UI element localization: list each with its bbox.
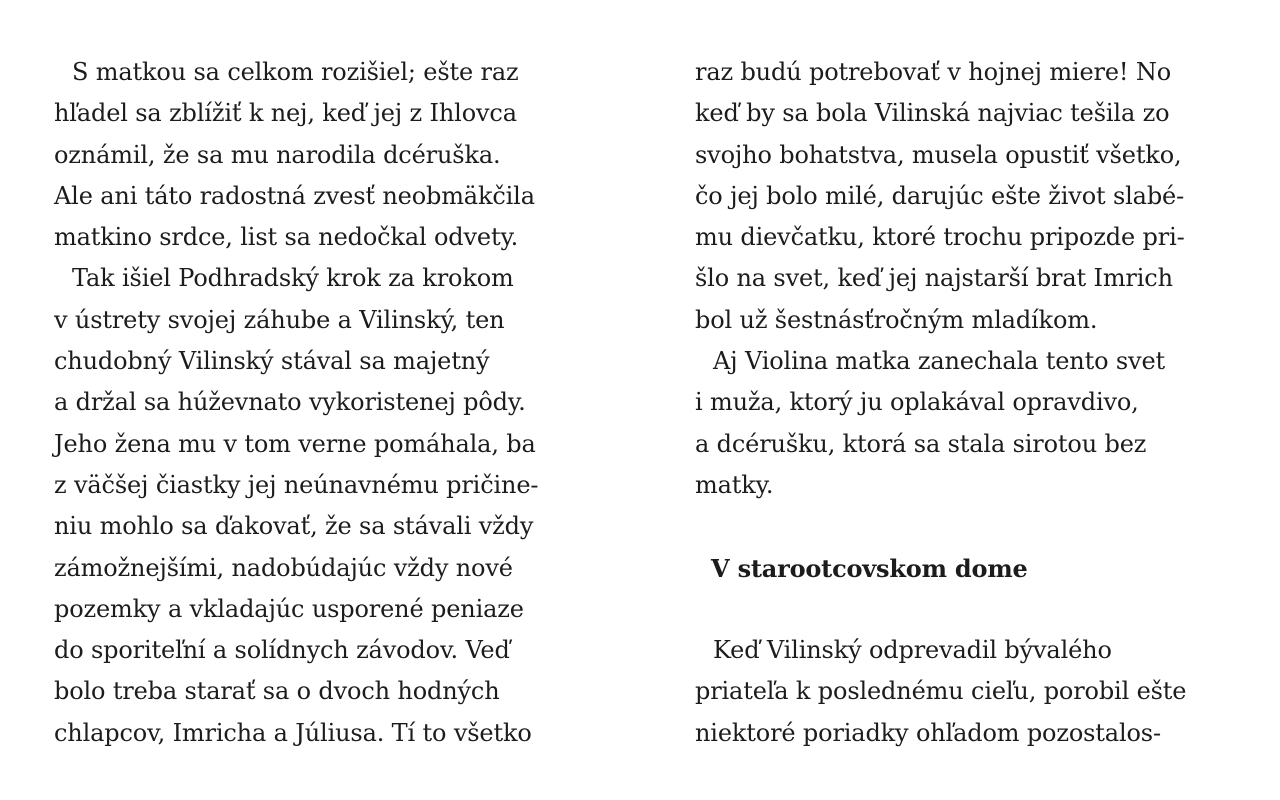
text-line: S matkou sa celkom rozišiel; ešte raz: [72, 58, 519, 86]
right-text-column: [695, 52, 1186, 754]
text-line: Tak išiel Podhradský krok za krokom: [72, 264, 514, 293]
text-line: Jeho žena mu v tom verne pomáhala, ba: [54, 429, 536, 458]
text-line: chudobný Vilinský stával sa majetný: [54, 347, 490, 376]
text-line: keď by sa bola Vilinská najviac tešila zo: [695, 99, 1170, 128]
text-line: matkino srdce, list sa nedočkal odvety.: [54, 223, 519, 252]
text-line: niektoré poriadky ohľadom pozostalos-: [695, 718, 1161, 747]
left-text-column: [54, 52, 538, 754]
text-line: šlo na svet, keď jej najstarší brat Imrich: [695, 264, 1173, 293]
text-line: svojho bohatstva, musela opustiť všetko,: [695, 140, 1182, 169]
text-line: bolo treba starať sa o dvoch hodných: [54, 677, 500, 706]
text-line: raz budú potrebovať v hojnej miere! No: [695, 58, 1172, 86]
text-line: bol už šestnásťročným mladíkom.: [695, 305, 1098, 334]
section-spacer: [695, 589, 1186, 630]
text-line: Keď Vilinský odprevadil bývalého: [713, 636, 1112, 665]
text-line: priateľa k poslednému cieľu, porobil ešte: [695, 677, 1187, 706]
text-line: oznámil, že sa mu narodila dcéruška.: [54, 140, 501, 169]
text-line: mu dievčatku, ktoré trochu pripozde pri-: [695, 223, 1185, 252]
text-line: v ústrety svojej záhube a Vilinský, ten: [54, 305, 505, 334]
text-line: matky.: [695, 470, 774, 499]
text-line: čo jej bolo milé, darujúc ešte život slabé-: [695, 181, 1185, 210]
text-line: i muža, ktorý ju oplakával opravdivo,: [695, 388, 1139, 417]
text-line: do sporiteľní a solídnych závodov. Veď: [54, 636, 510, 665]
text-line: z väčšej čiastky jej neúnavnému pričine-: [54, 470, 539, 499]
text-line: hľadel sa zblížiť k nej, keď jej z Ihlovca: [54, 99, 517, 128]
text-line: Aj Violina matka zanechala tento svet: [713, 347, 1166, 376]
text-line: chlapcov, Imricha a Júliusa. Tí to všetko: [54, 718, 532, 747]
text-line: niu mohlo sa ďakovať, že sa stávali vždy: [54, 512, 534, 541]
text-line: a dcérušku, ktorá sa stala sirotou bez: [695, 429, 1147, 458]
text-line: Ale ani táto radostná zvesť neobmäkčila: [54, 181, 535, 210]
section-heading: V starootcovskom dome: [711, 553, 1028, 583]
section-spacer: [695, 506, 1186, 547]
text-line: zámožnejšími, nadobúdajúc vždy nové: [54, 553, 513, 582]
text-line: pozemky a vkladajúc usporené peniaze: [54, 594, 524, 623]
text-line: a držal sa húževnato vykoristenej pôdy.: [54, 388, 526, 417]
